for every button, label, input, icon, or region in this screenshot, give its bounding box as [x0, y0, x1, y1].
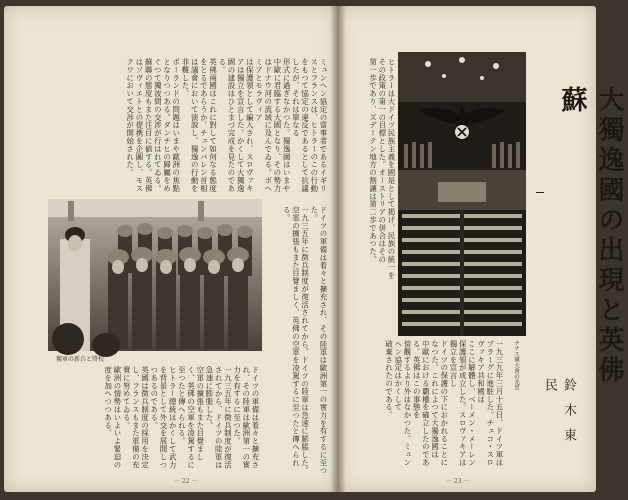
right-text-block-bottom: [344, 340, 504, 472]
right-page-number: － 23 －: [446, 478, 470, 485]
text-column: 空軍の擴張もまた目覺ましく、英佛の空軍を凌駕するに至つたと傳へられる。: [282, 206, 301, 467]
text-column: ここに解體し、ベーメン・メーレン保護領が成立した。スロヴァキアは獨立を宣言し: [448, 340, 477, 467]
text-column: 英佛兩國はこれに對して如何なる態度をとるであらうか。チェンバレン首相は議會において演說し、獨逸の行動を非難した。: [180, 58, 218, 193]
left-text-block-bottom: [60, 366, 260, 476]
text-column: ヒトラーは大ドイツ民族主義を國是として掲げ、民族の統一を: [387, 58, 396, 280]
text-column: その政策の第一の目標とした。オーストリアの併合はその: [377, 58, 387, 264]
left-text-block-right: [266, 206, 328, 476]
text-column: ヒトラー總統はかくして武力を背景として外交を展開しつつあるのである。: [149, 366, 178, 469]
book-gutter: [330, 6, 346, 492]
text-column: 一九三五年に徴兵制度が復活されてから、ドイツの陸軍は急速に膨脹した。: [300, 206, 310, 475]
text-column: 英國は徴兵制度の採用を決定し、フランスもまた軍備の充實に努めてゐる。: [122, 366, 150, 469]
rally-photo: [398, 52, 526, 336]
left-page-number: － 22 －: [174, 478, 198, 485]
text-column: 一九三五年に徴兵制度が復活されてから、ドイツの陸軍は急速に膨脹した。: [204, 366, 233, 469]
text-column: 形式に過ぎなかつた。獨逸國はいまや中歐に君臨する大國となり、その勢力はドナウ河の流域に及んでゐる。ボヘミアとモラヴィア: [254, 58, 292, 193]
title-divider: [536, 192, 544, 193]
text-column: 中歐における覇權を確立したのである。英佛はこの事態を: [412, 340, 431, 467]
left-page: [4, 6, 338, 492]
text-column: 一九三九年三月十五日、ドイツ軍はプラーグに進駐した。チェコ・スロヴァキア共和國は: [476, 340, 504, 467]
text-column: は保護領として編入され、スロヴァキアは獨立を宣言した。かくして大獨逸國の建設はひとまづ完成を見たのである。: [217, 58, 255, 193]
article-author: 鈴木東民: [542, 378, 576, 453]
text-column: ミュンヘン協定の當事者であるイギリスとフランスは、ヒトラーのこの行動をもつて協定の違反であるとして抗議したが、それは單なる: [291, 58, 328, 193]
text-column: 蘇聯の態度もまた注目に値する。英佛はソヴィエトとの提携を企圖し、モスクワにおいて交渉が開始された。: [125, 58, 154, 193]
text-column: ポーランドの問題はいまや歐洲の焦點となりつつある。ダンチヒの歸屬をめぐつて獨波間の交渉が行はれてゐる。: [153, 58, 181, 193]
left-text-block-top: [52, 58, 328, 198]
right-page: [338, 6, 624, 492]
soldiers-photo: [48, 199, 262, 351]
rally-photo-caption: ナチス黨大會の光景: [513, 340, 519, 391]
text-column: ドイツの軍備は着々と擴充され、その陸軍は歐洲第一の實力を有するに至つた。: [232, 366, 260, 469]
soldiers-photo-caption: 獨軍の新兵と將校: [56, 356, 105, 363]
text-column: ドイツの軍備は着々と擴充され、その陸軍は歐洲第一の實力を有するに至つた。: [309, 206, 328, 475]
right-text-block-top: [344, 58, 396, 328]
text-column: 空軍の擴張もまた目覺ましく、英佛の空軍を凌駕するに至つたと傳へられる。: [177, 366, 205, 469]
text-column: 傍觀するより外はなかつた。ミュンヘン協定はかくして: [393, 340, 412, 467]
text-column: ドイツの保護の下におかれることになつた。これによつて大獨逸國は: [430, 340, 449, 467]
text-column: 破棄されたのである。: [384, 340, 394, 419]
article-title: 大獨逸國の出現と英佛蘇: [557, 86, 624, 386]
rally-illustration: [398, 52, 526, 336]
text-column: 第一歩であり、ズデーテン地方の割讓は第二歩であつた。: [368, 58, 378, 264]
text-column: 歐洲の情勢はいよいよ緊迫の度を加へつつある。: [103, 366, 122, 469]
soldiers-illustration: [48, 199, 262, 351]
